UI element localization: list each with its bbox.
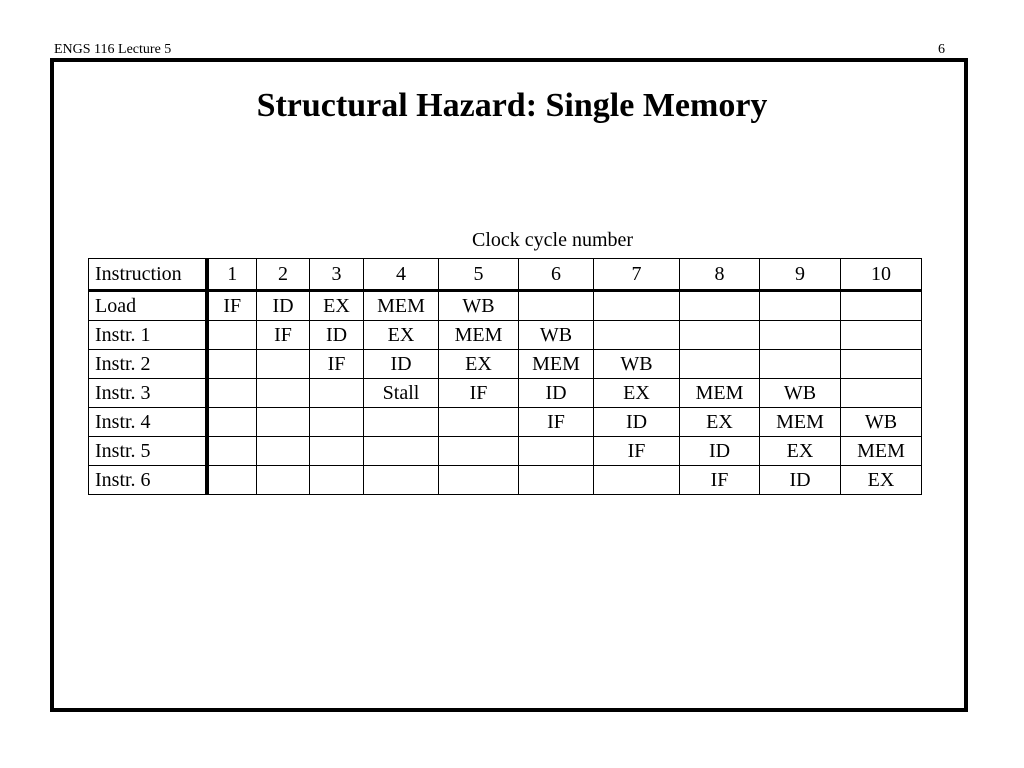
stage-cell xyxy=(760,291,841,321)
stage-cell xyxy=(594,321,680,350)
cycle-header: 6 xyxy=(519,259,594,291)
page-number: 6 xyxy=(938,42,945,57)
stage-cell xyxy=(207,350,257,379)
stage-cell xyxy=(207,466,257,495)
stage-cell: ID xyxy=(364,350,439,379)
stage-cell xyxy=(594,466,680,495)
stage-cell: IF xyxy=(594,437,680,466)
stage-cell xyxy=(760,321,841,350)
stage-cell: MEM xyxy=(680,379,760,408)
stage-cell xyxy=(841,321,922,350)
stage-cell xyxy=(519,291,594,321)
stage-cell xyxy=(841,379,922,408)
stage-cell xyxy=(680,321,760,350)
table-row xyxy=(89,466,922,495)
table-row xyxy=(89,408,922,437)
stage-cell: EX xyxy=(364,321,439,350)
stage-cell: IF xyxy=(207,291,257,321)
stage-cell xyxy=(207,321,257,350)
cycle-header: 10 xyxy=(841,259,922,291)
cycle-header: 4 xyxy=(364,259,439,291)
stage-cell: ID xyxy=(680,437,760,466)
table-row xyxy=(89,350,922,379)
stage-cell xyxy=(257,408,310,437)
stage-cell xyxy=(680,350,760,379)
stage-cell xyxy=(364,408,439,437)
stage-cell xyxy=(207,379,257,408)
stage-cell xyxy=(680,291,760,321)
instruction-name: Instr. 5 xyxy=(89,437,207,466)
stage-cell xyxy=(310,466,364,495)
stage-cell: IF xyxy=(310,350,364,379)
stage-cell: Stall xyxy=(364,379,439,408)
stage-cell: MEM xyxy=(364,291,439,321)
stage-cell: EX xyxy=(760,437,841,466)
stage-cell xyxy=(439,466,519,495)
cycle-header: 5 xyxy=(439,259,519,291)
stage-cell: ID xyxy=(257,291,310,321)
cycle-header: 1 xyxy=(207,259,257,291)
stage-cell xyxy=(841,350,922,379)
stage-cell xyxy=(439,408,519,437)
stage-cell: ID xyxy=(760,466,841,495)
table-header-row xyxy=(89,259,922,291)
slide-title: Structural Hazard: Single Memory xyxy=(256,87,768,124)
course-header: ENGS 116 Lecture 5 xyxy=(54,42,172,57)
table-row xyxy=(89,437,922,466)
stage-cell xyxy=(594,291,680,321)
stage-cell: MEM xyxy=(760,408,841,437)
table-row xyxy=(89,291,922,321)
stage-cell xyxy=(257,437,310,466)
instruction-name: Instr. 3 xyxy=(89,379,207,408)
stage-cell: EX xyxy=(594,379,680,408)
instruction-name: Instr. 4 xyxy=(89,408,207,437)
instruction-column-header: Instruction xyxy=(89,259,207,291)
stage-cell xyxy=(841,291,922,321)
stage-cell: WB xyxy=(760,379,841,408)
cycle-header: 3 xyxy=(310,259,364,291)
stage-cell xyxy=(310,408,364,437)
stage-cell: EX xyxy=(841,466,922,495)
stage-cell xyxy=(310,437,364,466)
stage-cell: ID xyxy=(519,379,594,408)
stage-cell: EX xyxy=(680,408,760,437)
stage-cell: IF xyxy=(257,321,310,350)
stage-cell xyxy=(439,437,519,466)
instruction-name: Instr. 1 xyxy=(89,321,207,350)
instruction-name: Instr. 6 xyxy=(89,466,207,495)
stage-cell: WB xyxy=(841,408,922,437)
stage-cell xyxy=(760,350,841,379)
stage-cell xyxy=(257,379,310,408)
stage-cell: WB xyxy=(594,350,680,379)
stage-cell xyxy=(257,350,310,379)
stage-cell: MEM xyxy=(439,321,519,350)
instruction-name: Load xyxy=(89,291,207,321)
instruction-name: Instr. 2 xyxy=(89,350,207,379)
stage-cell xyxy=(519,437,594,466)
stage-cell: WB xyxy=(519,321,594,350)
table-row xyxy=(89,379,922,408)
stage-cell: ID xyxy=(594,408,680,437)
stage-cell xyxy=(519,466,594,495)
stage-cell: MEM xyxy=(841,437,922,466)
cycle-header: 7 xyxy=(594,259,680,291)
cycle-header: 9 xyxy=(760,259,841,291)
stage-cell: ID xyxy=(310,321,364,350)
stage-cell xyxy=(364,437,439,466)
cycle-header: 8 xyxy=(680,259,760,291)
table-row xyxy=(89,321,922,350)
pipeline-table xyxy=(88,258,922,495)
stage-cell: IF xyxy=(439,379,519,408)
cycle-header: 2 xyxy=(257,259,310,291)
stage-cell xyxy=(207,437,257,466)
stage-cell: IF xyxy=(680,466,760,495)
clock-cycle-caption: Clock cycle number xyxy=(472,229,634,251)
stage-cell xyxy=(207,408,257,437)
stage-cell xyxy=(257,466,310,495)
stage-cell: MEM xyxy=(519,350,594,379)
stage-cell: EX xyxy=(439,350,519,379)
stage-cell xyxy=(310,379,364,408)
stage-cell xyxy=(364,466,439,495)
stage-cell: IF xyxy=(519,408,594,437)
stage-cell: WB xyxy=(439,291,519,321)
stage-cell: EX xyxy=(310,291,364,321)
